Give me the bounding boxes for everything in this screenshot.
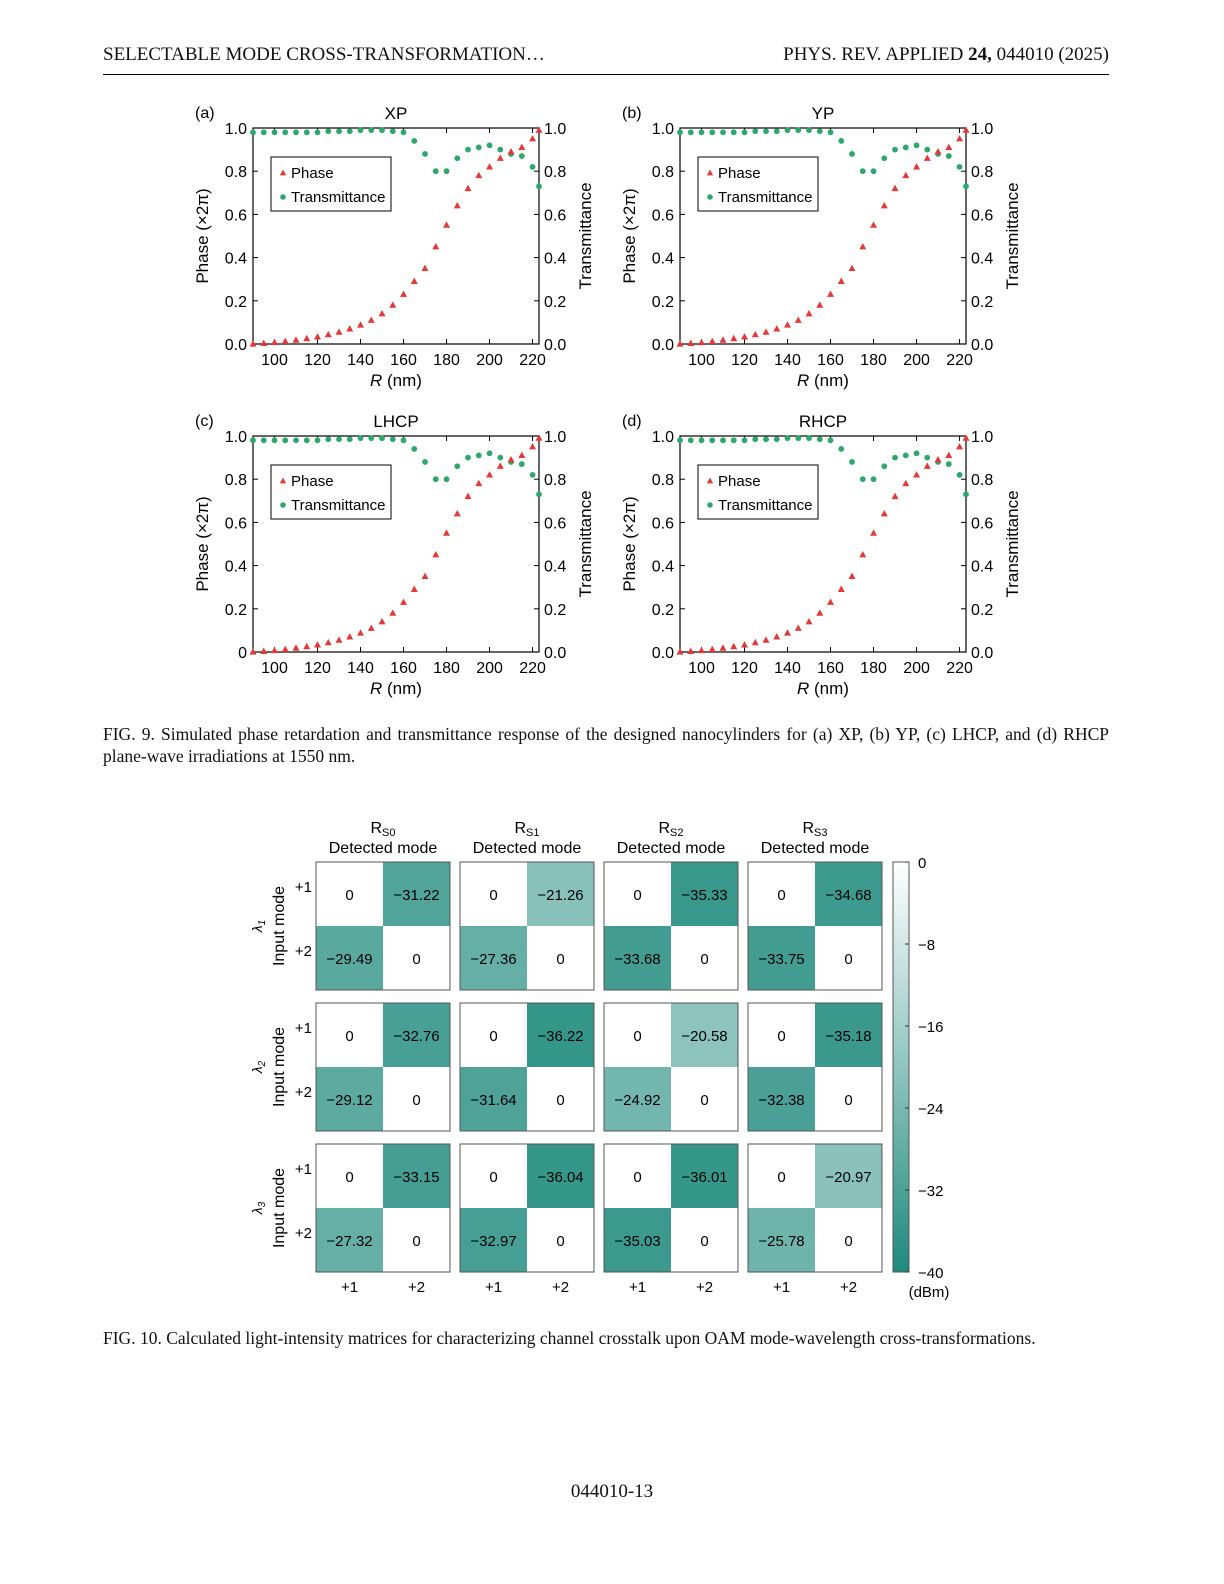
legend-phase-label: Phase: [718, 165, 761, 182]
matrix-r3c3: [604, 1144, 738, 1272]
detected-mode-label: +1: [772, 1279, 791, 1296]
matrix-cell-value: −33.75: [758, 951, 805, 968]
x-tick-label: 220: [946, 352, 973, 369]
y2-tick-label: 0.6: [971, 515, 994, 533]
colorbar-tick-label: 0: [918, 855, 927, 872]
matrix-cell-value: −35.03: [614, 1233, 661, 1250]
matrix-cell-value: 0: [777, 887, 786, 904]
x-axis-label-var: R: [797, 679, 810, 698]
matrix-cell-value: −24.92: [614, 1092, 661, 1109]
matrix-cell-value: −29.12: [326, 1092, 373, 1109]
x-tick-label: 140: [347, 660, 374, 677]
y-tick-label: 1.0: [224, 121, 247, 138]
row-label-2: Input mode: [271, 1026, 288, 1108]
input-mode-label: +2: [294, 1084, 312, 1101]
row-wavelength-main: λ: [249, 1066, 265, 1074]
y-tick-label: 0.6: [651, 207, 674, 225]
panel-label: (b): [622, 105, 642, 122]
y2-tick-label: 0.4: [544, 250, 567, 268]
y2-tick-label: 0.8: [544, 472, 567, 490]
matrix-cell-value: −29.49: [326, 951, 373, 968]
x-tick-label: 160: [817, 352, 844, 369]
x-tick-label: 140: [774, 660, 801, 677]
y2-axis-label: Transmittance: [1003, 490, 1022, 598]
matrix-cell-value: 0: [633, 887, 642, 904]
matrix-cell-value: 0: [345, 1028, 354, 1045]
matrix-cell-value: −25.78: [758, 1233, 805, 1250]
x-tick-label: 180: [860, 352, 887, 369]
detected-mode-label: +1: [484, 1279, 503, 1296]
matrix-cell-value: −35.18: [825, 1028, 872, 1045]
matrix-r1c3: [604, 862, 738, 990]
y-axis-label: Phase (×2π): [620, 188, 639, 284]
input-mode-label: +1: [294, 1161, 312, 1178]
y-tick-label: 0: [238, 645, 247, 662]
matrix-cell-value: −34.68: [825, 887, 872, 904]
panel-label: (d): [622, 413, 642, 430]
column-subtitle: Detected mode: [472, 840, 582, 857]
matrix-cell-value: 0: [345, 1169, 354, 1186]
matrix-cell-value: −36.22: [537, 1028, 584, 1045]
detected-mode-label: +2: [407, 1279, 426, 1296]
x-tick-label: 180: [433, 660, 460, 677]
column-title-sub: S0: [382, 827, 396, 839]
detected-mode-label: +2: [695, 1279, 714, 1296]
x-tick-label: 180: [860, 660, 887, 677]
input-mode-label: +1: [294, 1020, 312, 1037]
matrix-cell-value: 0: [633, 1028, 642, 1045]
input-mode-label: +2: [294, 1225, 312, 1242]
matrix-r2c1: [316, 1003, 450, 1131]
column-title-main: R: [658, 820, 671, 837]
y-tick-label: 0.0: [651, 645, 674, 662]
column-subtitle: Detected mode: [760, 840, 870, 857]
y-tick-label: 0.0: [224, 337, 247, 354]
y-tick-label: 0.2: [651, 601, 674, 619]
input-mode-label: +1: [294, 879, 312, 896]
y-tick-label: 0.4: [651, 558, 674, 576]
x-tick-label: 220: [519, 660, 546, 677]
y-tick-label: 0.6: [651, 515, 674, 533]
column-title-2: [514, 820, 539, 839]
matrix-r2c2: [460, 1003, 594, 1131]
chart-title: LHCP: [373, 412, 419, 431]
matrix-cell-value: −20.97: [825, 1169, 872, 1186]
matrix-cell-value: −20.58: [681, 1028, 728, 1045]
x-tick-label: 100: [688, 352, 715, 369]
matrix-cell-value: −32.97: [470, 1233, 517, 1250]
column-title-main: R: [802, 820, 815, 837]
y2-tick-label: 0.2: [544, 293, 567, 311]
x-tick-label: 100: [688, 660, 715, 677]
y2-tick-label: 0.0: [544, 645, 567, 662]
y2-tick-label: 0.4: [971, 250, 994, 268]
y-tick-label: 0.2: [224, 601, 247, 619]
matrix-cell-value: −36.01: [681, 1169, 728, 1186]
y2-tick-label: 0.0: [971, 337, 994, 354]
chart-title: YP: [811, 104, 835, 123]
y-tick-label: 0.0: [651, 337, 674, 354]
colorbar-tick-label: −24: [918, 1101, 944, 1118]
y2-axis-label: Transmittance: [1003, 182, 1022, 290]
matrix-cell-value: 0: [489, 1028, 498, 1045]
page-number: 044010-13: [570, 1481, 654, 1502]
matrix-cell-value: 0: [412, 951, 421, 968]
x-tick-label: 140: [347, 352, 374, 369]
x-tick-label: 220: [946, 660, 973, 677]
column-title-3: [658, 820, 683, 839]
matrix-r3c1: [316, 1144, 450, 1272]
y2-tick-label: 1.0: [544, 121, 567, 138]
detected-mode-label: +2: [551, 1279, 570, 1296]
x-tick-label: 200: [476, 660, 503, 677]
column-title-sub: S1: [526, 827, 540, 839]
legend-transmittance-label: Transmittance: [291, 189, 386, 206]
y-tick-label: 0.4: [224, 558, 247, 576]
x-axis-label-var: R: [370, 679, 383, 698]
column-title-sub: S2: [670, 827, 684, 839]
figure-10-caption: FIG. 10. Calculated light-intensity matrices for characterizing channel crosstalk upon OAM mode-wavelength cross-transformations.: [103, 1328, 1036, 1348]
y-tick-label: 1.0: [651, 429, 674, 446]
x-tick-label: 200: [903, 660, 930, 677]
y2-tick-label: 0.8: [544, 164, 567, 182]
matrix-cell-value: 0: [412, 1092, 421, 1109]
x-tick-label: 100: [261, 660, 288, 677]
matrix-cell-value: 0: [777, 1028, 786, 1045]
matrix-cell-value: −21.26: [537, 887, 584, 904]
x-tick-label: 120: [304, 660, 331, 677]
matrix-cell-value: 0: [412, 1233, 421, 1250]
row-wavelength-sub: 3: [257, 1201, 268, 1208]
chart-title: RHCP: [798, 412, 848, 431]
y-axis-label: Phase (×2π): [193, 496, 212, 592]
x-tick-label: 200: [903, 352, 930, 369]
legend-transmittance-label: Transmittance: [291, 497, 386, 514]
matrix-cell-value: 0: [777, 1169, 786, 1186]
matrix-cell-value: 0: [844, 951, 853, 968]
column-title-4: [802, 820, 827, 839]
matrix-r3c2: [460, 1144, 594, 1272]
matrix-cell-value: 0: [489, 887, 498, 904]
matrix-cell-value: 0: [556, 1233, 565, 1250]
row-label-3: Input mode: [271, 1167, 288, 1249]
header-title: SELECTABLE MODE CROSS-TRANSFORMATION…: [103, 44, 545, 65]
matrix-cell-value: −32.38: [758, 1092, 805, 1109]
header-journal: PHYS. REV. APPLIED: [783, 44, 964, 65]
x-axis-label-unit: (nm): [809, 679, 849, 698]
column-title-main: R: [370, 820, 383, 837]
header-article: 044010 (2025): [996, 44, 1109, 65]
matrix-cell-value: −31.64: [470, 1092, 517, 1109]
y-tick-label: 1.0: [651, 121, 674, 138]
legend-phase-label: Phase: [291, 473, 334, 490]
row-wavelength-main: λ: [249, 925, 265, 933]
x-axis-label-var: R: [797, 371, 810, 390]
row-wavelength-sub: 1: [257, 919, 268, 926]
y-tick-label: 0.8: [651, 164, 674, 182]
matrix-r2c3: [604, 1003, 738, 1131]
y2-tick-label: 1.0: [971, 429, 994, 446]
matrix-cell-value: −27.36: [470, 951, 517, 968]
x-axis-label-unit: (nm): [382, 679, 422, 698]
y2-tick-label: 0.8: [971, 164, 994, 182]
matrix-cell-value: 0: [489, 1169, 498, 1186]
y-tick-label: 0.4: [224, 250, 247, 268]
matrix-r1c2: [460, 862, 594, 990]
row-wavelength-sub: 2: [257, 1060, 268, 1067]
figure-9-caption: FIG. 9. Simulated phase retardation and transmittance response of the designed nanocylinders for (a) XP, (b) YP, (c) LHCP, and (d) RHCP plane-wave irradiations at 1550 nm.: [103, 724, 1109, 766]
x-tick-label: 200: [476, 352, 503, 369]
matrix-cell-value: −31.22: [393, 887, 440, 904]
y-tick-label: 0.8: [224, 164, 247, 182]
x-tick-label: 160: [817, 660, 844, 677]
x-tick-label: 120: [731, 352, 758, 369]
y-tick-label: 0.4: [651, 250, 674, 268]
y-axis-label: Phase (×2π): [193, 188, 212, 284]
x-axis-label-unit: (nm): [809, 371, 849, 390]
matrix-cell-value: −32.76: [393, 1028, 440, 1045]
matrix-cell-value: −36.04: [537, 1169, 584, 1186]
matrix-cell-value: 0: [633, 1169, 642, 1186]
input-mode-label: +2: [294, 943, 312, 960]
matrix-cell-value: 0: [700, 951, 709, 968]
colorbar-unit: (dBm): [908, 1284, 950, 1301]
y2-tick-label: 0.6: [544, 515, 567, 533]
y2-tick-label: 0.8: [971, 472, 994, 490]
matrix-r3c4: [748, 1144, 882, 1272]
y2-tick-label: 0.2: [544, 601, 567, 619]
matrix-cell-value: 0: [556, 951, 565, 968]
x-tick-label: 120: [731, 660, 758, 677]
x-axis-label-var: R: [370, 371, 383, 390]
legend-phase-label: Phase: [718, 473, 761, 490]
colorbar-tick-label: −40: [918, 1265, 944, 1282]
matrix-cell-value: −33.68: [614, 951, 661, 968]
column-title-sub: S3: [814, 827, 828, 839]
x-tick-label: 180: [433, 352, 460, 369]
y2-tick-label: 0.4: [544, 558, 567, 576]
column-title-main: R: [514, 820, 527, 837]
y2-tick-label: 0.2: [971, 293, 994, 311]
colorbar-tick-label: −32: [918, 1183, 944, 1200]
header-volume: 24,: [968, 44, 992, 65]
row-wavelength-label: [249, 1201, 268, 1215]
y2-tick-label: 0.2: [971, 601, 994, 619]
y-tick-label: 0.8: [224, 472, 247, 490]
y-tick-label: 0.6: [224, 515, 247, 533]
y2-tick-label: 1.0: [544, 429, 567, 446]
column-title-1: [370, 820, 395, 839]
colorbar-tick-label: −16: [918, 1019, 944, 1036]
x-tick-label: 160: [390, 352, 417, 369]
y-axis-label: Phase (×2π): [620, 496, 639, 592]
row-label-1: Input mode: [271, 885, 288, 967]
y2-axis-label: Transmittance: [576, 182, 595, 290]
y-tick-label: 0.2: [651, 293, 674, 311]
y-tick-label: 0.6: [224, 207, 247, 225]
detected-mode-label: +2: [839, 1279, 858, 1296]
x-tick-label: 120: [304, 352, 331, 369]
matrix-r1c4: [748, 862, 882, 990]
matrix-cell-value: 0: [844, 1233, 853, 1250]
matrix-r2c4: [748, 1003, 882, 1131]
y-tick-label: 1.0: [224, 429, 247, 446]
matrix-cell-value: 0: [700, 1092, 709, 1109]
row-wavelength-label: [249, 920, 268, 933]
legend-phase-label: Phase: [291, 165, 334, 182]
legend-transmittance-label: Transmittance: [718, 497, 813, 514]
x-tick-label: 100: [261, 352, 288, 369]
y2-tick-label: 0.0: [971, 645, 994, 662]
detected-mode-label: +1: [340, 1279, 359, 1296]
matrix-cell-value: 0: [556, 1092, 565, 1109]
matrix-cell-value: −27.32: [326, 1233, 373, 1250]
colorbar-tick-label: −8: [918, 937, 936, 954]
y2-tick-label: 0.6: [544, 207, 567, 225]
x-tick-label: 160: [390, 660, 417, 677]
y2-tick-label: 0.6: [971, 207, 994, 225]
matrix-cell-value: −35.33: [681, 887, 728, 904]
matrix-r1c1: [316, 862, 450, 990]
legend-transmittance-label: Transmittance: [718, 189, 813, 206]
y2-tick-label: 0.0: [544, 337, 567, 354]
column-subtitle: Detected mode: [328, 840, 438, 857]
colorbar: [893, 862, 909, 1272]
y-tick-label: 0.8: [651, 472, 674, 490]
y2-axis-label: Transmittance: [576, 490, 595, 598]
y2-tick-label: 1.0: [971, 121, 994, 138]
panel-label: (c): [195, 413, 214, 430]
panel-label: (a): [195, 105, 215, 122]
y-tick-label: 0.2: [224, 293, 247, 311]
y2-tick-label: 0.4: [971, 558, 994, 576]
matrix-cell-value: 0: [844, 1092, 853, 1109]
x-tick-label: 220: [519, 352, 546, 369]
x-axis-label-unit: (nm): [382, 371, 422, 390]
x-tick-label: 140: [774, 352, 801, 369]
row-wavelength-main: λ: [249, 1207, 265, 1215]
matrix-cell-value: −33.15: [393, 1169, 440, 1186]
detected-mode-label: +1: [628, 1279, 647, 1296]
column-subtitle: Detected mode: [616, 840, 726, 857]
matrix-cell-value: 0: [700, 1233, 709, 1250]
matrix-cell-value: 0: [345, 887, 354, 904]
chart-title: XP: [384, 104, 408, 123]
row-wavelength-label: [249, 1060, 268, 1074]
